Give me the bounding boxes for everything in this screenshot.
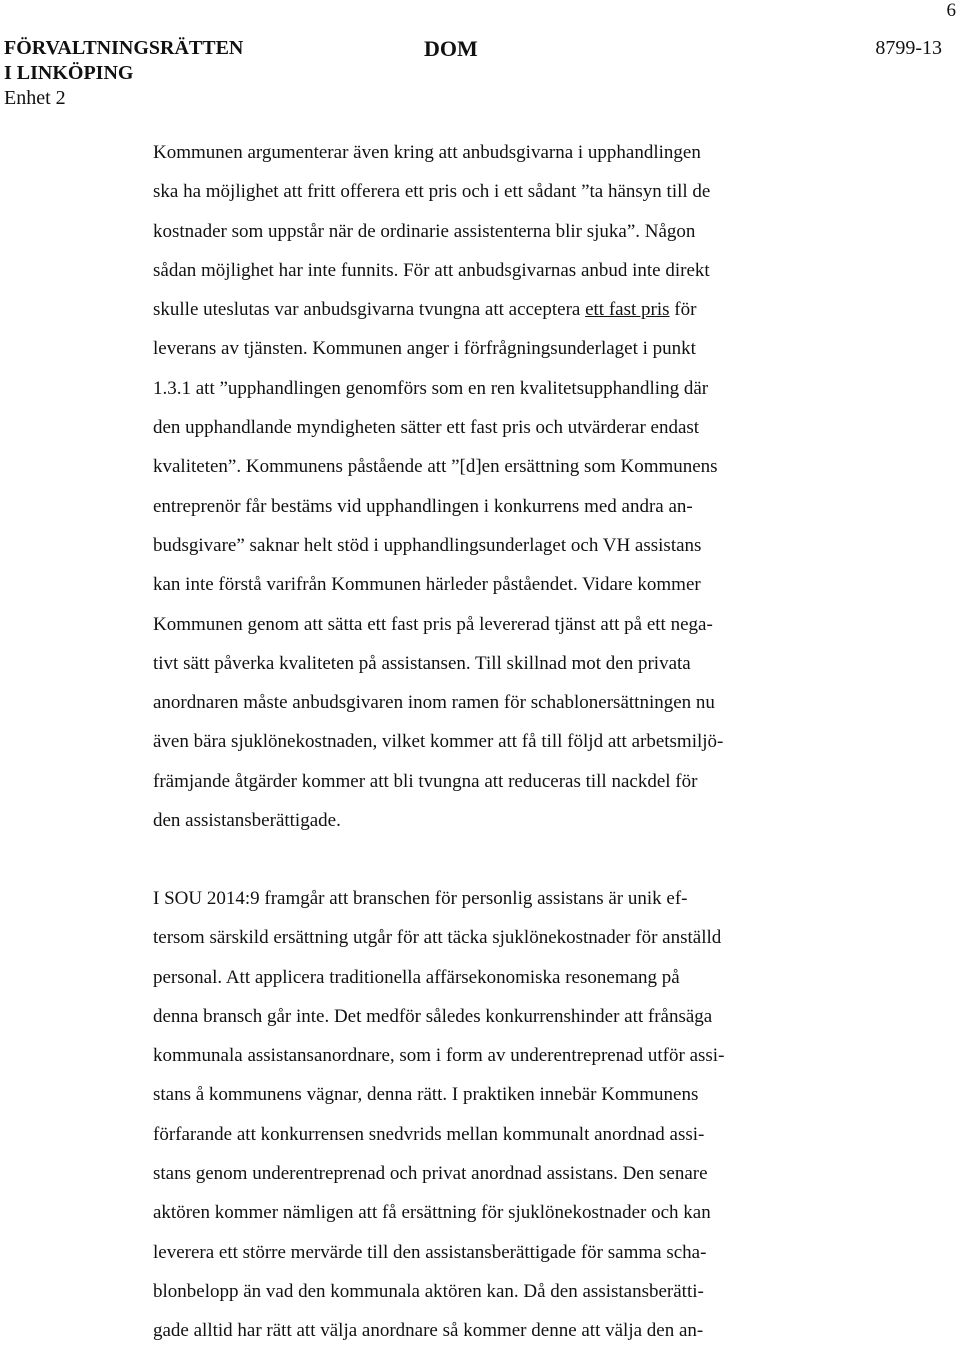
text-line: aktören kommer nämligen att få ersättning för sjuklönekostnader och kan <box>153 1202 711 1224</box>
text-line: blonbelopp än vad den kommunala aktören kan. Då den assistansberätti- <box>153 1280 704 1302</box>
text-line: kvaliteten”. Kommunens påstående att ”[d]en ersättning som Kommunens <box>153 456 718 478</box>
text-line: tivt sätt påverka kvaliteten på assistansen. Till skillnad mot den privata <box>153 652 691 674</box>
text-segment: skulle uteslutas var anbudsgivarna tvungna att acceptera <box>153 299 586 321</box>
text-line: gade alltid har rätt att välja anordnare så kommer denne att välja den an- <box>153 1320 704 1342</box>
paragraph-2 <box>153 879 853 1351</box>
text-line: 1.3.1 att ”upphandlingen genomförs som en ren kvalitetsupphandling där <box>153 377 709 399</box>
text-line: den assistansberättigade. <box>153 810 341 832</box>
text-line: stans genom underentreprenad och privat anordnad assistans. Den senare <box>153 1163 708 1185</box>
text-line: denna bransch går inte. Det medför således konkurrenshinder att frånsäga <box>153 1005 713 1027</box>
text-line: den upphandlande myndigheten sätter ett fast pris och utvärderar endast <box>153 417 700 439</box>
text-line: stans å kommunens vägnar, denna rätt. I praktiken innebär Kommunens <box>153 1084 699 1106</box>
text-line: budsgivare” saknar helt stöd i upphandlingsunderlaget och VH assistans <box>153 534 702 556</box>
text-line: Kommunen argumenterar även kring att anbudsgivarna i upphandlingen <box>153 142 701 163</box>
text-line: Kommunen genom att sätta ett fast pris på levererad tjänst att på ett nega- <box>153 613 713 635</box>
text-line <box>153 290 853 329</box>
paragraph-1 <box>153 133 853 840</box>
text-line: tersom särskild ersättning utgår för att täcka sjuklönekostnader för anställd <box>153 927 722 949</box>
text-line: även bära sjuklönekostnaden, vilket kommer att få till följd att arbetsmiljö- <box>153 731 724 753</box>
text-line: leverera ett större mervärde till den assistansberättigade för samma scha- <box>153 1241 707 1263</box>
court-name-line-1: FÖRVALTNINGSRÄTTEN <box>4 37 244 59</box>
underlined-text: ett fast pris <box>585 299 670 321</box>
text-line: anordnaren måste anbudsgivaren inom ramen för schablonersättningen nu <box>153 692 715 714</box>
text-line: entreprenör får bestäms vid upphandlingen i konkurrens med andra an- <box>153 495 693 517</box>
document-type: DOM <box>424 36 478 61</box>
case-number: 8799-13 <box>875 37 942 59</box>
text-line: ska ha möjlighet att fritt offerera ett pris och i ett sådant ”ta hänsyn till de <box>153 181 711 203</box>
text-line: främjande åtgärder kommer att bli tvungna att reduceras till nackdel för <box>153 770 698 792</box>
court-name-block <box>4 36 243 111</box>
text-line: leverans av tjänsten. Kommunen anger i förfrågningsunderlaget i punkt <box>153 338 696 360</box>
text-line: sådan möjlighet har inte funnits. För att anbudsgivarnas anbud inte direkt <box>153 259 710 281</box>
text-segment: för <box>669 299 697 321</box>
court-name-line-2: I LINKÖPING <box>4 62 134 84</box>
text-line: personal. Att applicera traditionella affärsekonomiska resonemang på <box>153 966 680 988</box>
page-number: 6 <box>946 0 956 21</box>
text-line: kan inte förstå varifrån Kommunen härleder påståendet. Vidare kommer <box>153 574 701 596</box>
text-line: kommunala assistansanordnare, som i form av underentreprenad utför assi- <box>153 1045 725 1067</box>
text-line: förfarande att konkurrensen snedvrids mellan kommunalt anordnad assi- <box>153 1123 705 1145</box>
court-unit: Enhet 2 <box>4 87 66 109</box>
text-line: I SOU 2014:9 framgår att branschen för personlig assistans är unik ef- <box>153 888 688 909</box>
text-line: kostnader som uppstår när de ordinarie assistenterna blir sjuka”. Någon <box>153 220 696 242</box>
